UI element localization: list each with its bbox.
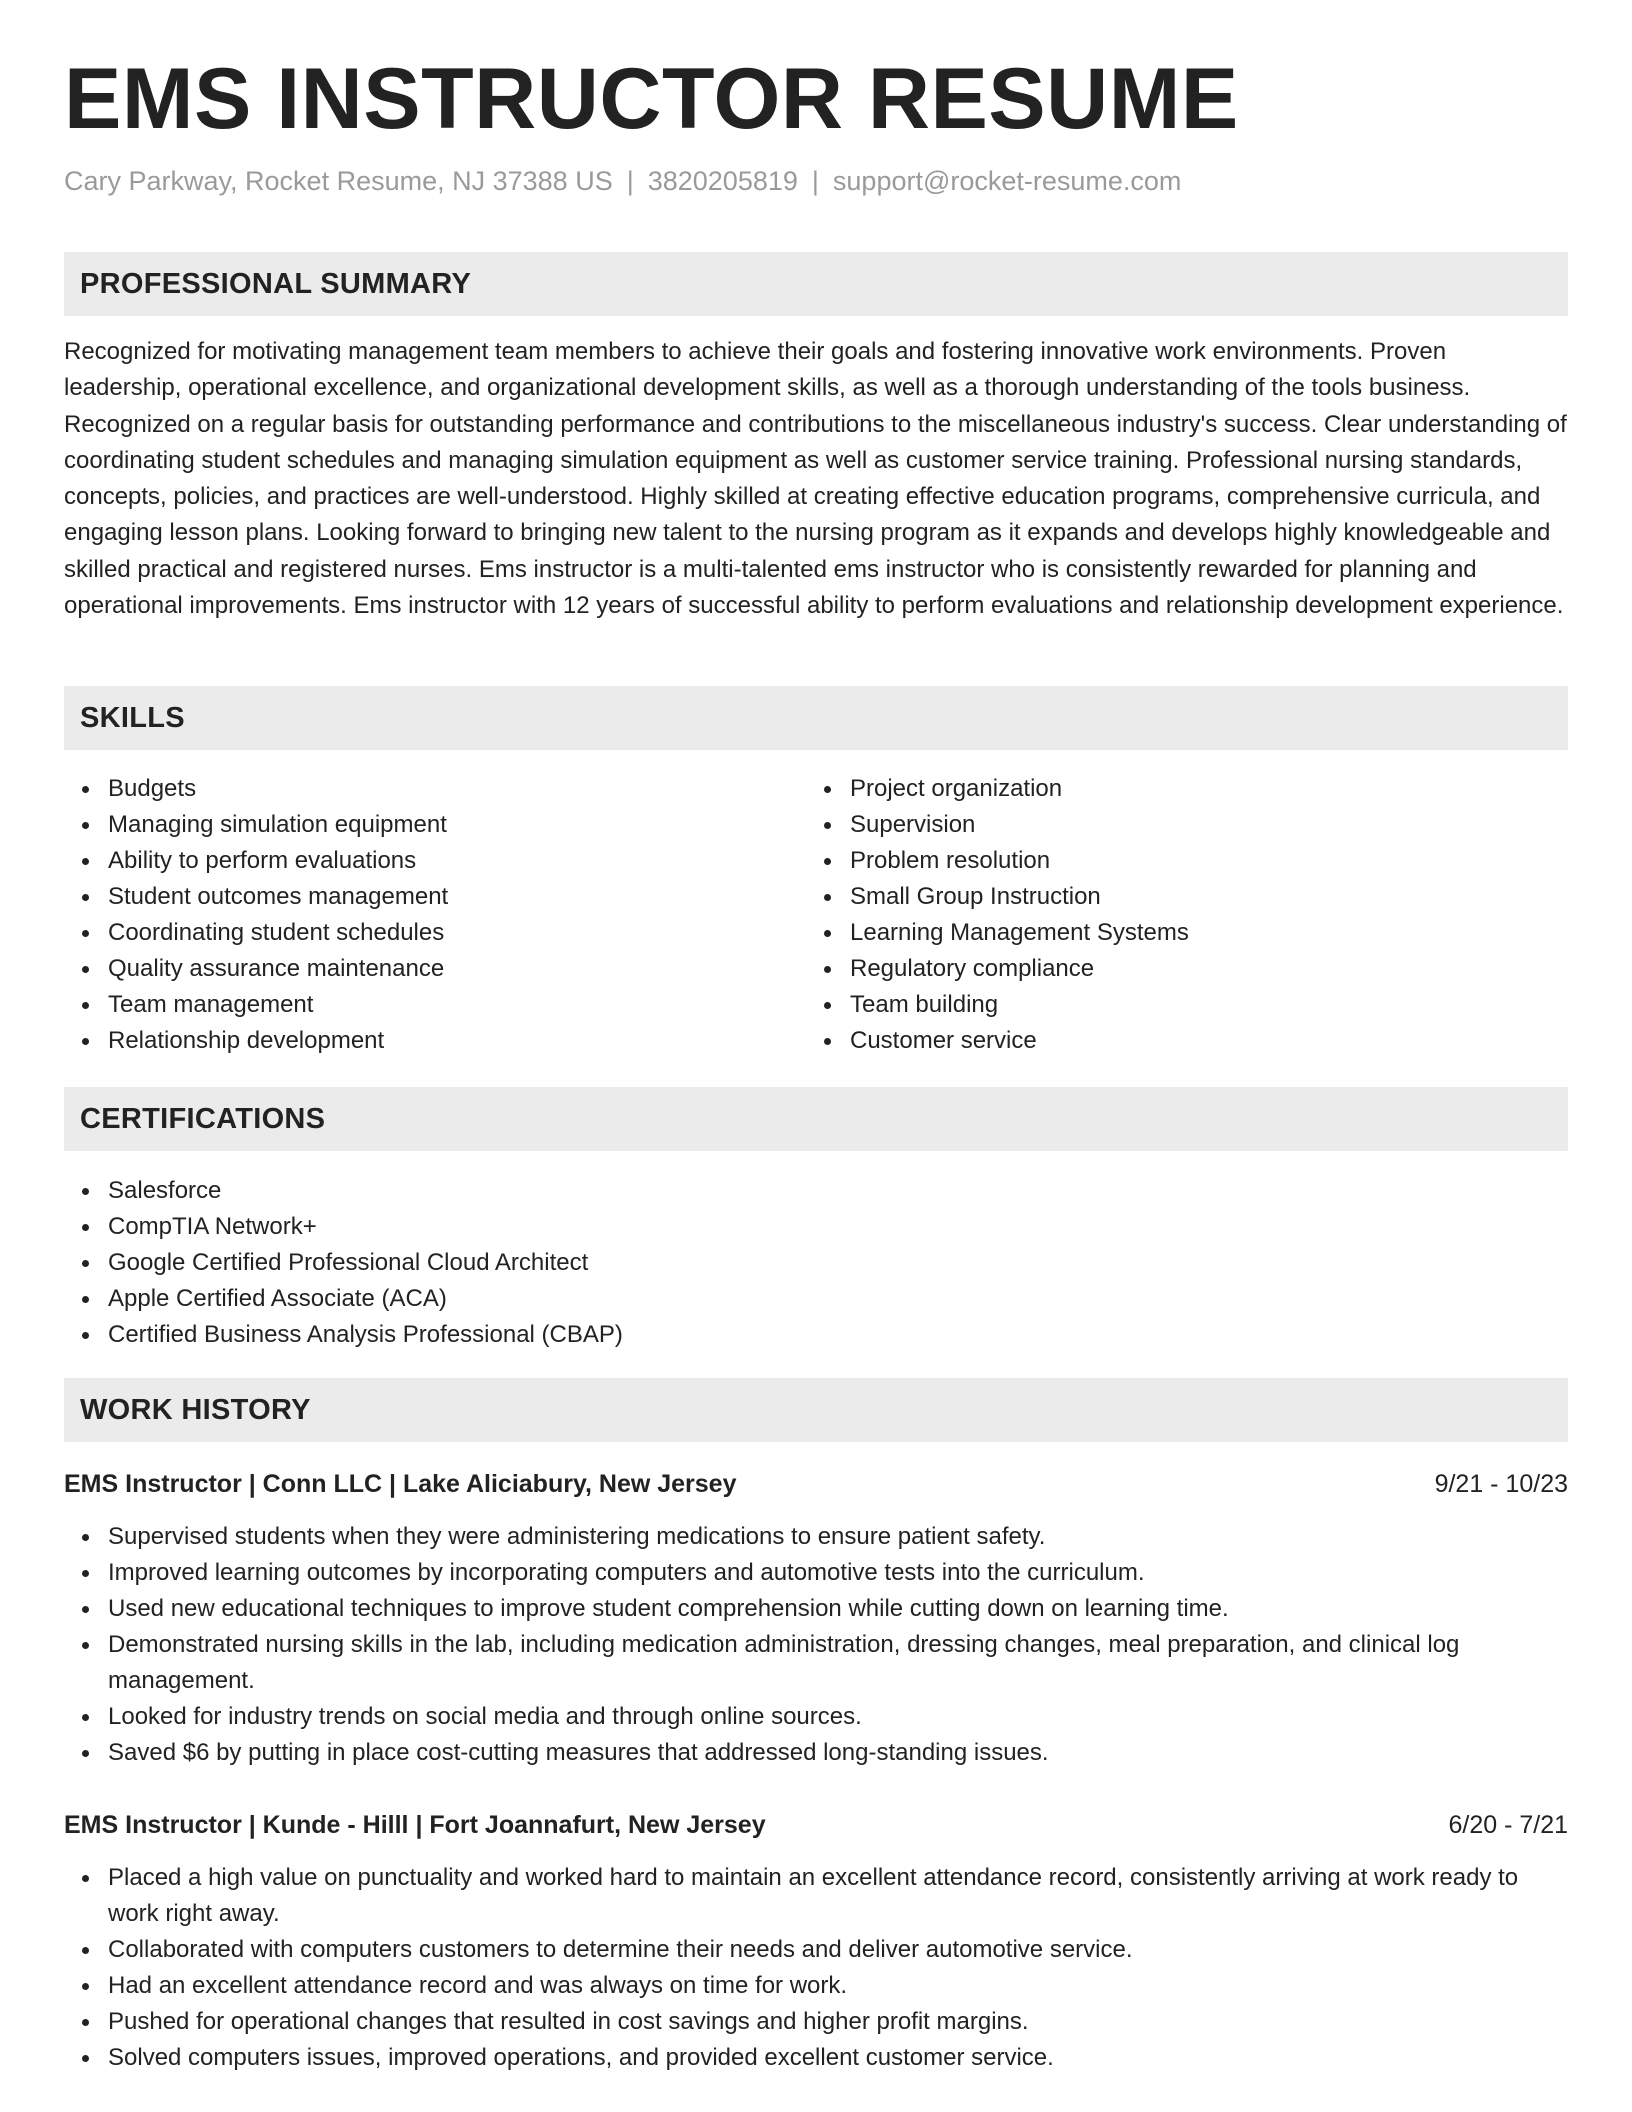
skill-item: Small Group Instruction xyxy=(806,879,1546,915)
skill-item: Regulatory compliance xyxy=(806,951,1546,987)
job-header xyxy=(64,1466,1568,1502)
contact-email: support@rocket-resume.com xyxy=(832,166,1182,196)
resume-title: EMS INSTRUCTOR RESUME xyxy=(64,51,1239,147)
job-header xyxy=(64,1807,1568,1843)
job-dates: 6/20 - 7/21 xyxy=(1448,1811,1568,1839)
summary-text: Recognized for motivating management team members to achieve their goals and fostering innovative work environments. Proven leadership, operational excellence, and organizational development skills, as well as a thorough understanding of the tools business. Recognized on a regular basis for outstanding performance and contributions to the miscellaneous industry's success. Clear understanding of coordinating student schedules and managing simulation equipment as well as customer service training. Professional nursing standards, concepts, policies, and practices are well-understood. Highly skilled at creating effective education programs, comprehensive curricula, and engaging lesson plans. Looking forward to bringing new talent to the nursing program as it expands and develops highly knowledgeable and skilled practical and registered nurses. Ems instructor is a multi-talented ems instructor who is consistently rewarded for planning and operational improvements. Ems instructor with 12 years of successful ability to perform evaluations and relationship development experience. xyxy=(64,338,1567,620)
job-bullets xyxy=(64,1519,1568,1771)
section-title: PROFESSIONAL SUMMARY xyxy=(80,267,472,300)
skill-item: Quality assurance maintenance xyxy=(64,951,804,987)
certification-item: CompTIA Network+ xyxy=(64,1209,1568,1245)
skill-item: Ability to perform evaluations xyxy=(64,843,804,879)
contact-address: Cary Parkway, Rocket Resume, NJ 37388 US xyxy=(64,166,613,196)
job-bullet: Used new educational techniques to improve student comprehension while cutting down on learning time. xyxy=(64,1591,1568,1627)
skill-item: Budgets xyxy=(64,771,804,807)
skill-item: Team management xyxy=(64,987,804,1023)
job-bullet: Placed a high value on punctuality and worked hard to maintain an excellent attendance record, consistently arriving at work ready to work right away. xyxy=(64,1860,1568,1932)
skill-item: Customer service xyxy=(806,1023,1546,1059)
skill-item: Project organization xyxy=(806,771,1546,807)
certifications-list xyxy=(64,1173,1568,1353)
certification-item: Google Certified Professional Cloud Architect xyxy=(64,1245,1568,1281)
contact-phone: 3820205819 xyxy=(647,166,798,196)
job-title: EMS Instructor | Conn LLC | Lake Aliciabury, New Jersey xyxy=(64,1470,737,1498)
skill-item: Team building xyxy=(806,987,1546,1023)
job-bullet: Collaborated with computers customers to determine their needs and deliver automotive service. xyxy=(64,1932,1568,1968)
certification-item: Certified Business Analysis Professional (CBAP) xyxy=(64,1317,1568,1353)
contact-separator: | xyxy=(811,166,819,196)
section-title: CERTIFICATIONS xyxy=(80,1102,326,1135)
certification-item: Salesforce xyxy=(64,1173,1568,1209)
skill-item: Coordinating student schedules xyxy=(64,915,804,951)
job-bullets xyxy=(64,1860,1568,2076)
skill-item: Problem resolution xyxy=(806,843,1546,879)
job-dates: 9/21 - 10/23 xyxy=(1434,1470,1568,1498)
job-bullet: Saved $6 by putting in place cost-cutting measures that addressed long-standing issues. xyxy=(64,1735,1568,1771)
job-bullet: Looked for industry trends on social media and through online sources. xyxy=(64,1699,1568,1735)
section-header-certifications xyxy=(64,1087,1568,1151)
section-header-skills xyxy=(64,686,1568,750)
section-title: WORK HISTORY xyxy=(80,1393,311,1426)
job-bullet: Supervised students when they were administering medications to ensure patient safety. xyxy=(64,1519,1568,1555)
job-bullet: Had an excellent attendance record and was always on time for work. xyxy=(64,1968,1568,2004)
section-header-summary xyxy=(64,252,1568,316)
job-title: EMS Instructor | Kunde - Hilll | Fort Joannafurt, New Jersey xyxy=(64,1811,766,1839)
skill-item: Supervision xyxy=(806,807,1546,843)
job-bullet: Solved computers issues, improved operations, and provided excellent customer service. xyxy=(64,2040,1568,2076)
skill-item: Managing simulation equipment xyxy=(64,807,804,843)
skill-item: Student outcomes management xyxy=(64,879,804,915)
skills-list-right xyxy=(806,771,1546,1059)
skill-item: Learning Management Systems xyxy=(806,915,1546,951)
section-title: SKILLS xyxy=(80,701,185,734)
job-bullet: Pushed for operational changes that resulted in cost savings and higher profit margins. xyxy=(64,2004,1568,2040)
skills-list-left xyxy=(64,771,804,1059)
certification-item: Apple Certified Associate (ACA) xyxy=(64,1281,1568,1317)
skill-item: Relationship development xyxy=(64,1023,804,1059)
contact-separator: | xyxy=(626,166,634,196)
section-header-work-history xyxy=(64,1378,1568,1442)
job-bullet: Demonstrated nursing skills in the lab, including medication administration, dressing changes, meal preparation, and clinical log management. xyxy=(64,1627,1568,1699)
contact-line xyxy=(64,168,1181,195)
job-bullet: Improved learning outcomes by incorporating computers and automotive tests into the curriculum. xyxy=(64,1555,1568,1591)
